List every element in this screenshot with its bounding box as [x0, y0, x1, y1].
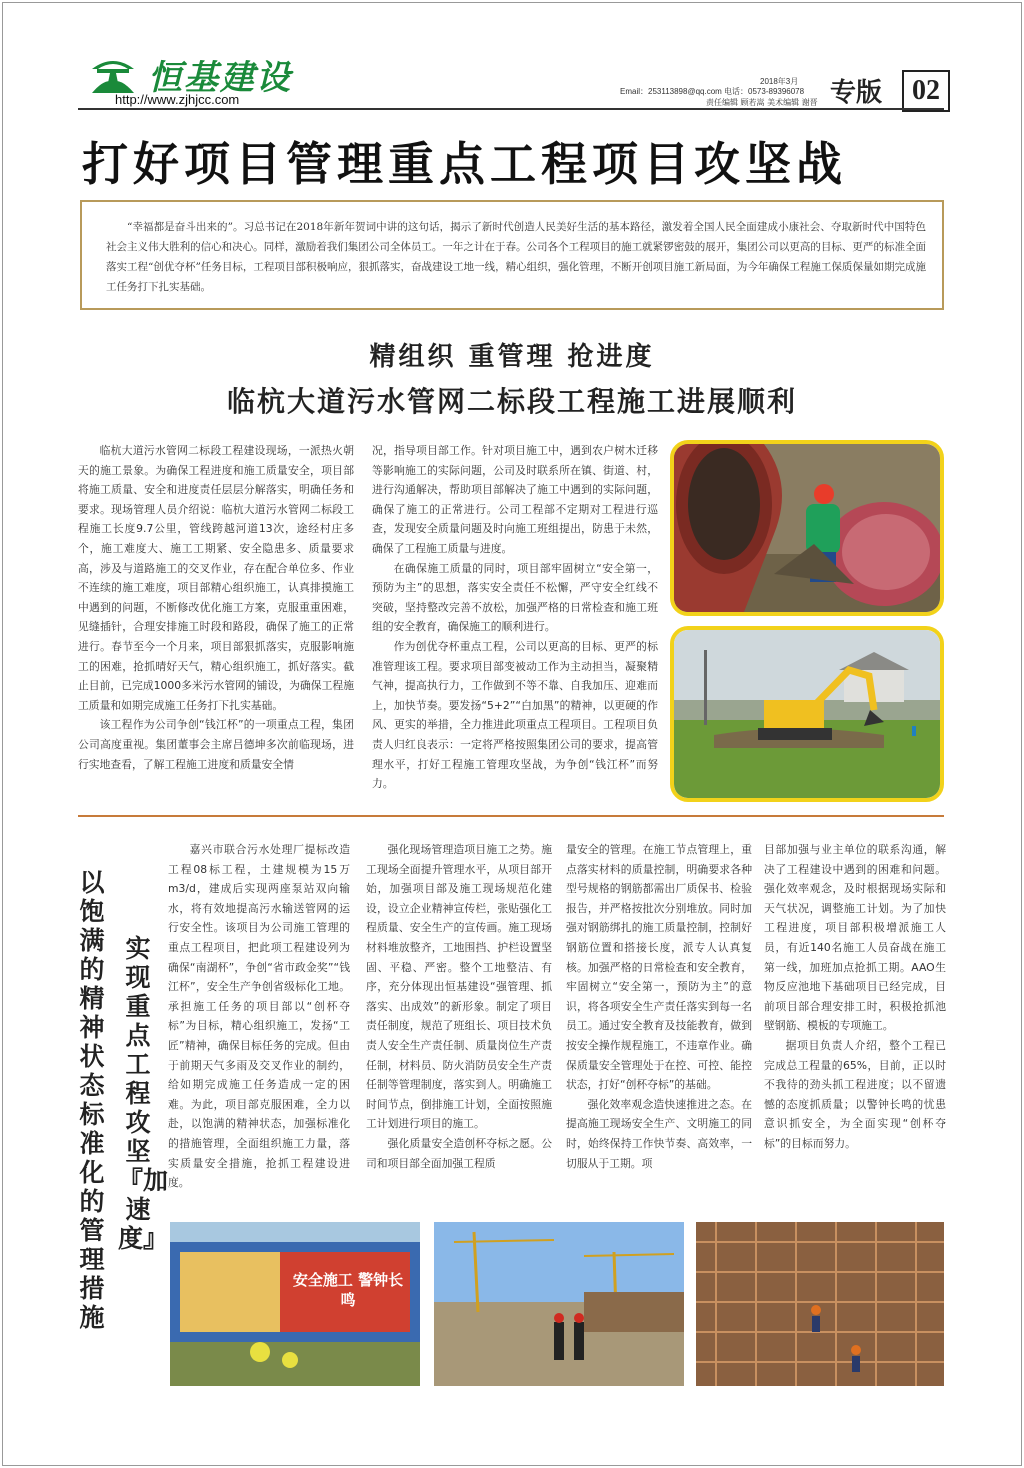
section-divider: [78, 815, 944, 817]
company-logo-icon: [88, 55, 138, 95]
paragraph: 嘉兴市联合污水处理厂提标改造工程08标工程，土建规模为15万m3/d，建成后实现两座泵站双向输水，将有效地提高污水输送管网的运行安全性。该项目为公司施工管理的重点工程项目，把此项工程建设列为确保“南湖杯”，争创“省市政金奖”“钱江杯”，安全生产争创省级标化工地。承担施工任务的项目部以“创杯夺标”为目标，精心组织施工，发扬“工匠”精神，确保目标任务的完成。但由于前期天气多雨及交叉作业的制约，给如期完成施工任务造成一定的困难。为此，项目部克服困难，全力以赴，以饱满的精神状态，加强标准化的措施管理，全面组织施工力量，落实质量安全措施，抢抓工程建设进度。: [168, 843, 350, 1190]
paragraph: 强化质量安全造创杯夺标之愿。公司和项目部全面加强工程质: [366, 1136, 552, 1170]
section-label: 专版: [830, 78, 883, 108]
paragraph: 强化现场管理造项目施工之势。施工现场全面提升管理水平，从项目部开始，加强项目部及施工现场规范化建设，设立企业精神宣传栏，张贴强化工程质量、安全生产的宣传画。施工现场材料堆放整齐，工地围挡、护栏设置坚固、平稳、严密。整个工地整洁、有序，充分体现出恒基建设“强管理、抓落实、出成效”的新形象。制定了项目责任制度，规范了班组长、项目技术负责人安全生产责任制、质量岗位生产责任制，材料员、防火消防员安全生产责任制等管理制度，落实到人。明确施工时间节点，倒排施工计划，全面按照施工计划进行项目的施工。: [366, 843, 552, 1131]
header-rule: [78, 108, 944, 110]
article1-subtitle: 精组织 重管理 抢进度: [369, 342, 655, 372]
pipe-installation-photo: [670, 440, 944, 616]
paragraph: 据项目负责人介绍，整个工程已完成总工程量的65%，目前，正以时不我待的劲头抓工程进度；以不留遗憾的态度抓质量；以警钟长鸣的忧患意识抓安全，为全面实现“创杯夺标”的目标而努力。: [764, 1038, 946, 1150]
article2-column-1: [168, 840, 350, 1193]
paragraph: 该工程作为公司争创“钱江杯”的一项重点工程，集团公司高度重视。集团董事会主席吕德坤多次前临现场，进行实地查看，了解工程施工进度和质量安全情: [78, 718, 354, 771]
article2-column-2: [366, 840, 552, 1173]
article2-vertical-title-1: 以饱满的精神状态 标准化的管理措施: [79, 868, 105, 1332]
paragraph: 临杭大道污水管网二标段工程建设现场，一派热火朝天的施工景象。为确保工程进度和施工质量安全，项目部将施工质量、安全和进度责任层层分解落实，明确任务和要求。现场管理人员介绍说：临杭大道污水管网二标段工程施工长度9.7公里，管线跨越河道13次，途经村庄多个，施工难度大、施工工期紧、安全隐患多、质量要求高，涉及与道路施工的交叉作业，存在配合单位多、作业不连续的施工难度，项目部精心组织施工，认真排摸施工中遇到的问题，不断修改优化施工方案，克服重重困难，见缝插针，合理安排施工时段和路段，确保了施工的正常进行。春节至今一个月来，项目部狠抓落实，克服影响施工的困难，抢抓晴好天气，精心组织施工，抓好落实。截止目前，已完成1000多米污水管网的铺设，为确保工程施工质量和如期完成施工任务打下扎实基础。: [78, 444, 354, 712]
paragraph: 况，指导项目部工作。针对项目施工中，遇到农户树木迁移等影响施工的实际问题，公司及时联系所在镇、街道、村，进行沟通解决，帮助项目部解决了施工中遇到的实际问题，确保了施工的正常进行。公司工程部不定期对工程进行巡查，发现安全质量问题及时向施工班组提出，防患于未然，确保了工程施工质量与进度。: [372, 444, 658, 555]
article2-column-3: [566, 840, 752, 1173]
paragraph: 强化效率观念造快速推进之态。在提高施工现场安全生产、文明施工的同时，始终保持工作快节奏、高效率，一切服从于工期。项: [566, 1097, 752, 1170]
intro-paragraph: “幸福都是奋斗出来的”。习总书记在2018年新年贺词中讲的这句话，揭示了新时代创造人民美好生活的基本路径，激发着全国人民全面建成小康社会、夺取新时代中国特色社会主义伟大胜利的信心和决心。同样，激励着我们集团公司全体员工。一年之计在于春。公司各个工程项目的施工就紧锣密鼓的展开，集团公司以更高的目标、更严的标准全面落实工程“创优夺杯”任务目标，工程项目部积极响应，狠抓落实，奋战建设工地一线，精心组织，强化管理，不断开创项目施工新局面，为今年确保工程施工保质保量如期完成施工任务打下扎实基础。: [106, 221, 926, 293]
brand-name: 恒基建设: [148, 58, 292, 98]
article1-column-2: [372, 441, 658, 794]
billboard-slogan: 安全施工 警钟长鸣: [292, 1271, 404, 1309]
excavator-photo: [670, 626, 944, 802]
article2-vertical-title-2: 实现重点工程攻坚『加速度』: [118, 934, 169, 1253]
paragraph: 目部加强与业主单位的联系沟通，解决了工程建设中遇到的困难和问题。强化效率观念，及时根据现场实际和天气状况，调整施工计划。为了加快工程进度，项目部积极增派施工人员，有近140名施工人员奋战在施工第一线，加班加点抢抓工期。AAO生物反应池地下基础项目已经完成，目前项目部合理安排工时，积极抢抓池壁钢筋、模板的专项施工。: [764, 843, 946, 1033]
main-headline: 打好项目管理重点工程项目攻坚战: [82, 137, 847, 191]
contact-info: Email：253113898@qq.com 电话：0573-89396078: [620, 87, 805, 96]
page-number: 02: [902, 70, 950, 112]
rebar-scaffolding-photo: [696, 1222, 944, 1386]
safety-billboard-photo: [170, 1222, 420, 1386]
article1-column-1: [78, 441, 354, 774]
paragraph: 在确保施工质量的同时，项目部牢固树立“安全第一，预防为主”的思想，落实安全责任不松懈，严守安全红线不突破，坚持整改完善不放松，加强严格的日常检查和施工班组的安全教育，确保施工的顺利进行。: [372, 561, 658, 634]
editor-credits: 责任编辑 顾若嵩 美术编辑 谢晋: [706, 98, 818, 107]
website-url[interactable]: http://www.zjhjcc.com: [115, 92, 240, 107]
paragraph: 作为创优夺杯重点工程，公司以更高的目标、更严的标准管理该工程。要求项目部变被动工作为主动担当，凝聚精气神，提高执行力，工作做到不等不靠、自我加压、迎难而上，加快节奏。要发扬“5+2”“白加黑”的精神，以更硬的作风、更实的举措，全力推进此项重点工程项目。工程项目负责人归红良表示：一定将严格按照集团公司的要求，提高管理水平，打好工程施工管理攻坚战，为争创“钱江杯”而努力。: [372, 639, 658, 791]
issue-date: 2018年3月: [760, 77, 799, 86]
construction-site-cranes-photo: [434, 1222, 684, 1386]
paragraph: 量安全的管理。在施工节点管理上，重点落实材料的质量控制，明确要求各种型号规格的钢筋都需出厂质保书、检验报告，并严格按批次分别堆放。同时加强对钢筋绑扎的施工质量控制，控制好钢筋位置和搭接长度，派专人认真复核。加强严格的日常检查和安全教育，牢固树立“安全第一，预防为主”的意识，将各项安全生产责任落实到每一名员工。通过安全教育及技能教育，做到按安全操作规程施工，不违章作业。确保质量安全管理处于在控、可控、能控状态，打好“创杯夺标”的基础。: [566, 843, 752, 1092]
article2-column-4: [764, 840, 946, 1154]
article1-title: 临杭大道污水管网二标段工程施工进展顺利: [226, 385, 797, 418]
